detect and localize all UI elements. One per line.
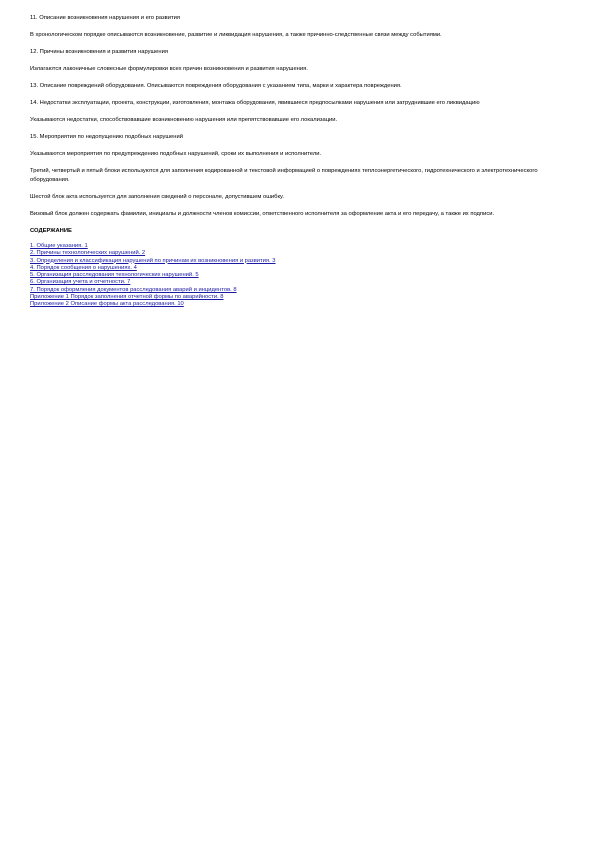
toc-item <box>30 272 560 279</box>
document-page <box>30 14 560 309</box>
section-12-text: Излагаются лаконичные словесные формулировки всех причин возникновения и развития нарушения. <box>30 66 308 72</box>
toc-item <box>30 301 560 308</box>
section-15-text: Указываются мероприятия по предупреждению подобных нарушений, сроки их выполнения и исполнители. <box>30 151 322 157</box>
toc-item <box>30 250 560 257</box>
toc-link-5[interactable]: 5. Организация расследования технологических нарушений. 5 <box>30 272 199 279</box>
toc-link-appendix-2[interactable]: Приложение 2 Описание формы акта расследования. 10 <box>30 301 184 308</box>
toc-item <box>30 287 560 294</box>
block-6-text: Шестой блок акта используется для заполнения сведений о персонале, допустившем ошибку. <box>30 194 284 200</box>
toc-item <box>30 258 560 265</box>
toc-link-1[interactable]: 1. Общие указания. 1 <box>30 243 88 249</box>
toc-link-2[interactable]: 2. Причины технологических нарушений. 2 <box>30 250 146 257</box>
section-12-heading: 12. Причины возникновения и развития нарушения <box>30 49 168 55</box>
section-13-text: 13. Описание повреждений оборудования. Описываются повреждения оборудования с указанием типа, марки и характера повреждения. <box>30 83 402 89</box>
section-11-heading: 11. Описание возникновения нарушения и его развития <box>30 15 181 21</box>
toc-link-7[interactable]: 7. Порядок оформления документов расследования аварий и инцидентов. 8 <box>30 286 237 293</box>
table-of-contents <box>30 243 560 309</box>
blocks-3-5-text: Третий, четвертый и пятый блоки используются для заполнения кодированной и текстовой информацией о повреждениях теплоэнергетического, гидротехнического и электротехнического оборудования. <box>30 168 538 183</box>
section-15-heading: 15. Мероприятия по недопущению подобных нарушений <box>30 134 183 140</box>
contents-title: СОДЕРЖАНИЕ <box>30 228 72 234</box>
toc-link-appendix-1[interactable]: Приложение 1 Порядок заполнения отчетной формы по аварийности. 8 <box>30 294 224 301</box>
section-14-text: Указываются недостатки, способствовавшие возникновению нарушения или препятствовавшие его локализации. <box>30 117 338 123</box>
visa-block-text: Визовый блок должен содержать фамилии, инициалы и должности членов комиссии, ответственного исполнителя за оформление акта и его передачу, а также их подписи. <box>30 211 495 217</box>
toc-item <box>30 279 560 286</box>
section-14-heading: 14. Недостатки эксплуатации, проекта, конструкции, изготовления, монтажа оборудования, явившиеся предпосылками нарушения или затруднившие его ликвидацию <box>30 100 480 106</box>
toc-link-3[interactable]: 3. Определения и классификация нарушений по причинам их возникновения и развития. 3 <box>30 257 276 264</box>
section-11-text: В хронологическом порядке описываются возникновение, развитие и ликвидация нарушения, а также причинно-следственные связи между событиями. <box>30 32 442 38</box>
toc-link-4[interactable]: 4. Порядок сообщения о нарушениях. 4 <box>30 264 137 271</box>
toc-link-6[interactable]: 6. Организация учета и отчетности. 7 <box>30 279 131 286</box>
toc-item <box>30 294 560 301</box>
